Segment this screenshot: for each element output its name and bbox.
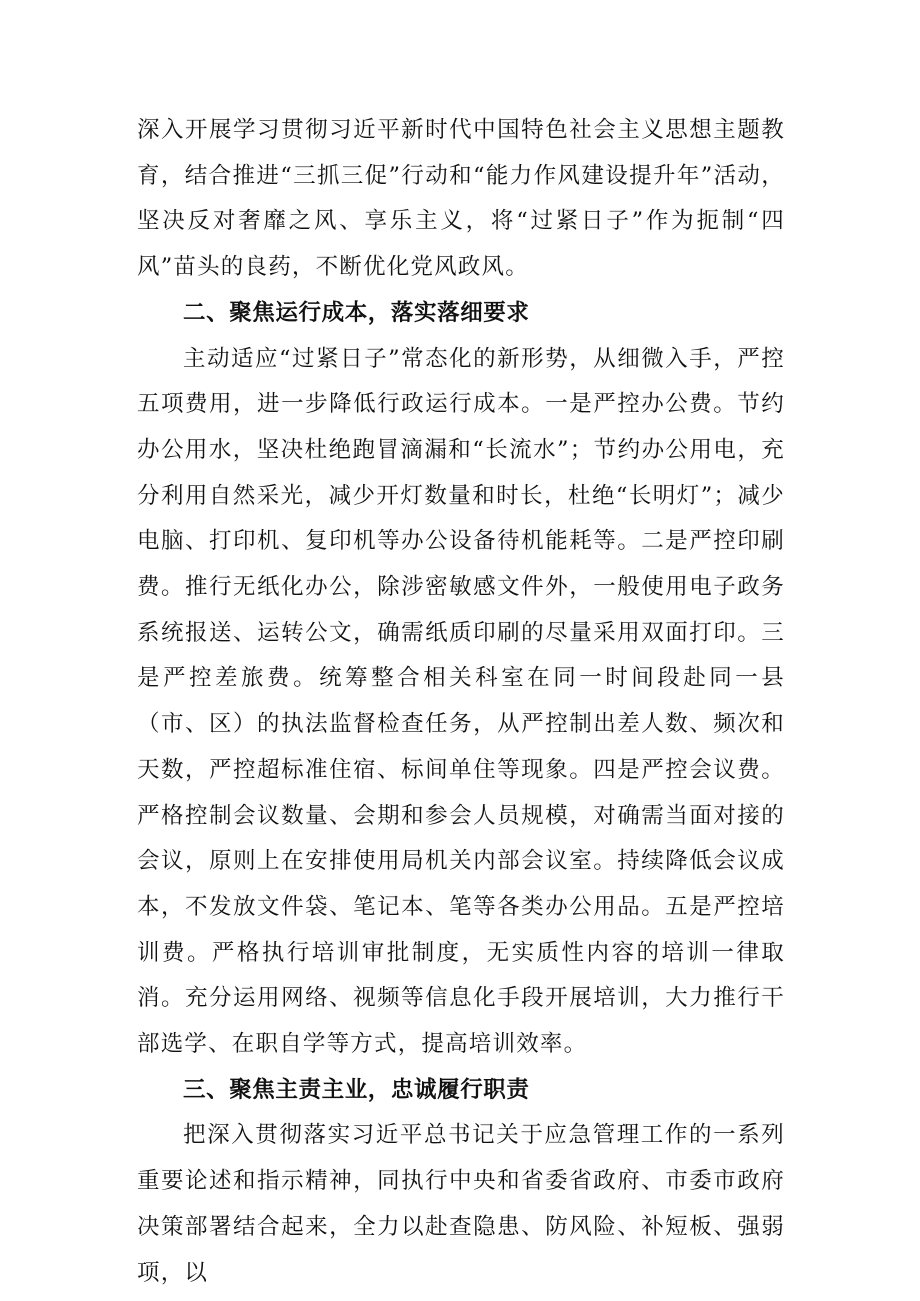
paragraph-main-duties: 把深入贯彻落实习近平总书记关于应急管理工作的一系列重要论述和指示精神，同执行中央和省委省政府、市委市政府决策部署结合起来，全力以赴查隐患、防风险、补短板、强弱项，以 (137, 1122, 785, 1286)
paragraph-intro: 深入开展学习贯彻习近平新时代中国特色社会主义思想主题教育，结合推进“三抓三促”行动和“能力作风建设提升年”活动，坚决反对奢靡之风、享乐主义，将“过紧日子”作为扼制“四风”苗头的良药，不断优化党风政风。 (137, 117, 785, 281)
section-heading-3: 三、聚焦主责主业，忠诚履行职责 (183, 1076, 530, 1103)
paragraph-operating-costs: 主动适应“过紧日子”常态化的新形势，从细微入手，严控五项费用，进一步降低行政运行成本。一是严控办公费。节约办公用水，坚决杜绝跑冒滴漏和“长流水”；节约办公用电，充分利用自然采光，减少开灯数量和时长，杜绝“长明灯”；减少电脑、打印机、复印机等办公设备待机能耗等。二是严控印刷费。推行无纸化办公，除涉密敏感文件外，一般使用电子政务系统报送、运转公文，确需纸质印刷的尽量采用双面打印。三是严控差旅费。统筹整合相关科室在同一时间段赴同一县（市、区）的执法监督检查任务，从严控制出差人数、频次和天数，严控超标准住宿、标间单住等现象。四是严控会议费。严格控制会议数量、会期和参会人员规模，对确需当面对接的会议，原则上在安排使用局机关内部会议室。持续降低会议成本，不发放文件袋、笔记本、笔等各类办公用品。五是严控培训费。严格执行培训审批制度，无实质性内容的培训一律取消。充分运用网络、视频等信息化手段开展培训，大力推行干部选学、在职自学等方式，提高培训效率。 (137, 345, 785, 1058)
section-heading-2: 二、聚焦运行成本，落实落细要求 (183, 299, 530, 326)
document-page (137, 108, 785, 1296)
